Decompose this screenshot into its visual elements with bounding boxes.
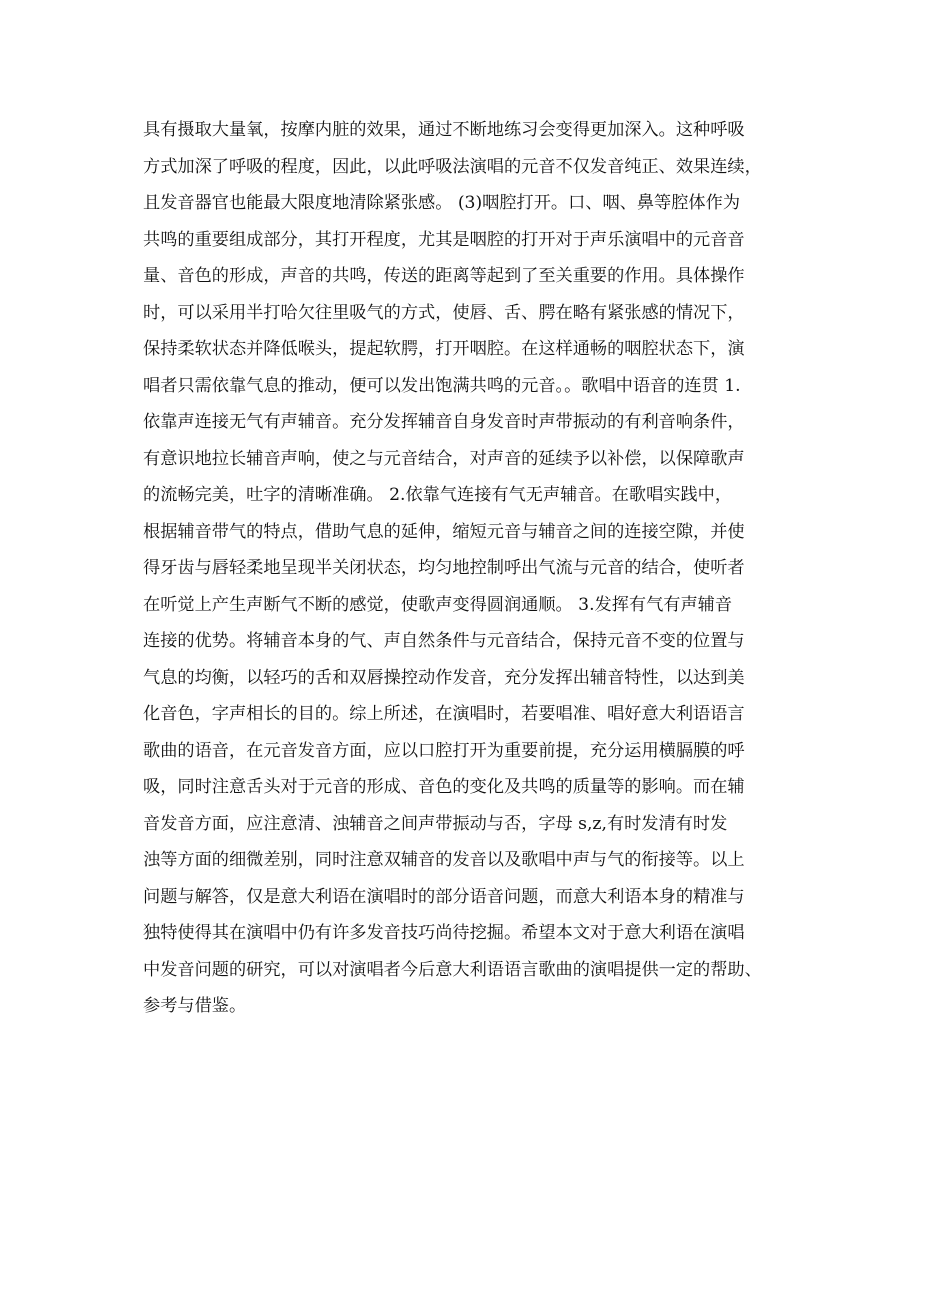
text-line: 得牙齿与唇轻柔地呈现半关闭状态，均匀地控制呼出气流与元音的结合，使听者 [143,558,745,578]
text-line: 中发音问题的研究，可以对演唱者今后意大利语语言歌曲的演唱提供一定的帮助、 [143,959,762,980]
text-line: 量、音色的形成，声音的共鸣，传送的距离等起到了至关重要的作用。具体操作 [143,266,745,286]
text-line: 有意识地拉长辅音声响，使之与元音结合，对声音的延续予以补偿，以保障歌声 [143,448,745,469]
text-line: 根据辅音带气的特点，借助气息的延伸，缩短元音与辅音之间的连接空隙，并使 [143,521,745,542]
text-line: 共鸣的重要组成部分，其打开程度，尤其是咽腔的打开对于声乐演唱中的元音音 [143,229,745,250]
text-line: 具有摄取大量氧，按摩内脏的效果，通过不断地练习会变得更加深入。这种呼吸 [143,120,745,140]
text-line: 音发音方面，应注意清、浊辅音之间声带振动与否，字母 s,z,有时发清有时发 [143,813,728,834]
text-line: 化音色，字声相长的目的。综上所述，在演唱时，若要唱准、唱好意大利语语言 [143,704,745,724]
text-line: 连接的优势。将辅音本身的气、声自然条件与元音结合，保持元音不变的位置与 [143,631,745,651]
text-line: 浊等方面的细微差别，同时注意双辅音的发音以及歌唱中声与气的衔接等。以上 [143,850,745,870]
text-line: 依靠声连接无气有声辅音。充分发挥辅音自身发音时声带振动的有利音响条件， [143,412,745,432]
body-text [143,112,803,1025]
text-line: 歌曲的语音，在元音发音方面，应以口腔打开为重要前提，充分运用横膈膜的呼 [143,740,745,761]
text-line: 保持柔软状态并降低喉头，提起软腭，打开咽腔。在这样通畅的咽腔状态下，演 [143,339,745,359]
text-line: 吸，同时注意舌头对于元音的形成、音色的变化及共鸣的质量等的影响。而在辅 [143,777,745,797]
text-line: 唱者只需依靠气息的推动，便可以发出饱满共鸣的元音。。歌唱中语音的连贯 1. [143,375,741,396]
text-line: 时，可以采用半打哈欠往里吸气的方式，使唇、舌、腭在略有紧张感的情况下， [143,302,745,323]
text-line: 且发音器官也能最大限度地清除紧张感。 (3)咽腔打开。口、咽、鼻等腔体作为 [143,193,741,213]
text-line: 参考与借鉴。 [143,996,247,1016]
text-line: 在听觉上产生声断气不断的感觉，使歌声变得圆润通顺。 3.发挥有气有声辅音 [143,594,733,615]
text-line: 的流畅完美，吐字的清晰准确。 2.依靠气连接有气无声辅音。在歌唱实践中， [143,485,733,505]
text-line: 问题与解答，仅是意大利语在演唱时的部分语音问题，而意大利语本身的精准与 [143,886,745,907]
text-line: 方式加深了呼吸的程度，因此，以此呼吸法演唱的元音不仅发音纯正、效果连续， [143,156,762,177]
text-line: 独特使得其在演唱中仍有许多发音技巧尚待挖掘。希望本文对于意大利语在演唱 [143,923,745,943]
text-line: 气息的均衡，以轻巧的舌和双唇操控动作发音，充分发挥出辅音特性，以达到美 [143,667,745,688]
